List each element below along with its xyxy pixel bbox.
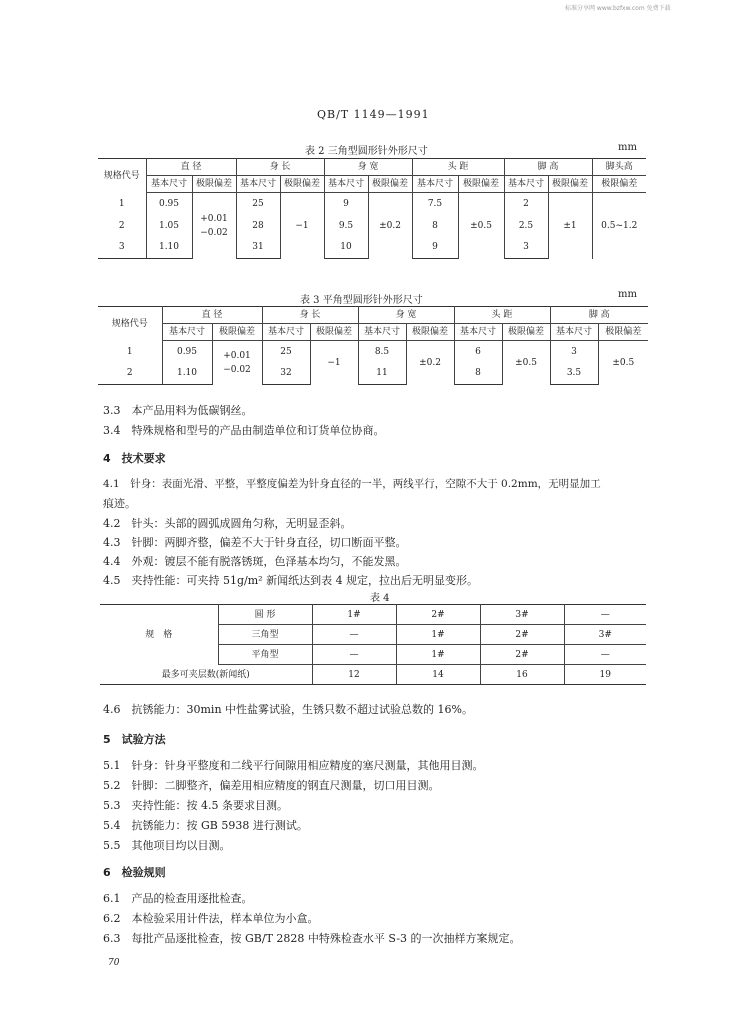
para-4-3: 4.3 针脚：两脚齐整，偏差不大于针身直径，切口断面平整。: [103, 536, 407, 549]
table4-caption: 表 4: [370, 593, 390, 604]
para-4-2: 4.2 针头：头部的圆弧成圆角匀称，无明显歪斜。: [103, 517, 352, 530]
page-header: QB/T 1149—1991: [317, 108, 430, 121]
t3-sub: 基本尺寸: [358, 324, 406, 341]
t4-cell: 14: [396, 665, 480, 685]
para-4-4: 4.4 外观：镀层不能有脱落锈斑，色泽基本均匀，不能发黑。: [103, 555, 407, 568]
t3-group: 身 长: [262, 307, 358, 324]
t2-cell: 7.5: [412, 193, 458, 215]
t3-cell: 25: [262, 341, 310, 363]
t3-cell: 1: [98, 341, 162, 363]
t2-cell: ±0.5: [458, 193, 504, 259]
para-6-3: 6.3 每批产品逐批检查，按 GB/T 2828 中特殊检查水平 S-3 的一次抽样方案规定。: [103, 932, 521, 945]
section-4-heading: 4 技术要求: [103, 452, 166, 465]
t2-cell: 9: [412, 237, 458, 259]
t2-sub: 极限偏差: [368, 176, 412, 193]
t2-cell: 0.5~1.2: [592, 193, 646, 259]
para-6-1: 6.1 产品的检查用逐批检查。: [103, 892, 253, 905]
t2-sub: 极限偏差: [280, 176, 324, 193]
t3-group: 头 距: [454, 307, 550, 324]
t2-cell: 8: [412, 215, 458, 237]
t3-cell: 2: [98, 363, 162, 385]
t4-cell: 16: [480, 665, 564, 685]
t2-cell: 9: [324, 193, 368, 215]
table4: [100, 604, 646, 685]
t4-cell: 2#: [480, 645, 564, 665]
t2-sub: 极限偏差: [458, 176, 504, 193]
t3-sub: 基本尺寸: [454, 324, 502, 341]
t3-cell: ±0.5: [598, 341, 648, 385]
t2-sub: 基本尺寸: [236, 176, 280, 193]
t3-cell: +0.01 −0.02: [212, 341, 262, 385]
t2-group: 身 宽: [324, 159, 412, 176]
section-5-heading: 5 试验方法: [103, 733, 166, 746]
t3-sub: 极限偏差: [502, 324, 550, 341]
t3-cell: −1: [310, 341, 358, 385]
t3-cell: 3.5: [550, 363, 598, 385]
t2-group: 脚 高: [504, 159, 592, 176]
t4-type: 平角型: [218, 645, 312, 665]
t4-cell: 3#: [564, 625, 646, 645]
t2-spec-head: 规格代号: [98, 159, 146, 193]
t3-cell: 32: [262, 363, 310, 385]
t2-cell: 2.5: [504, 215, 548, 237]
t3-sub: 极限偏差: [212, 324, 262, 341]
para-5-3: 5.3 夹持性能：按 4.5 条要求目测。: [103, 799, 288, 812]
table2-unit: mm: [618, 142, 637, 153]
table2: [98, 158, 646, 259]
para-5-4: 5.4 抗锈能力：按 GB 5938 进行测试。: [103, 819, 308, 832]
t2-group: 身 长: [236, 159, 324, 176]
t2-group: 头 距: [412, 159, 504, 176]
para-5-5: 5.5 其他项目均以目测。: [103, 839, 231, 852]
para-3-3: 3.3 本产品用料为低碳钢丝。: [103, 404, 253, 417]
t3-spec-head: 规格代号: [98, 307, 162, 341]
t3-cell: 6: [454, 341, 502, 363]
t2-cell: 10: [324, 237, 368, 259]
t2-cell: 2: [504, 193, 548, 215]
t4-cell: —: [312, 645, 396, 665]
table2-caption: 表 2 三角型圆形针外形尺寸: [305, 146, 428, 157]
t3-sub: 极限偏差: [406, 324, 454, 341]
t2-cell: 2: [98, 215, 146, 237]
t2-group: 脚头高: [592, 159, 646, 176]
t4-cell: 1#: [312, 605, 396, 625]
t2-cell: 31: [236, 237, 280, 259]
t2-cell: −1: [280, 193, 324, 259]
t3-cell: 1.10: [162, 363, 212, 385]
t2-sub: 极限偏差: [592, 176, 646, 193]
t3-cell: ±0.2: [406, 341, 454, 385]
t3-cell: ±0.5: [502, 341, 550, 385]
t2-cell: +0.01 −0.02: [192, 193, 236, 259]
t2-cell: 9.5: [324, 215, 368, 237]
para-3-4: 3.4 特殊规格和型号的产品由制造单位和订货单位协商。: [103, 424, 385, 437]
t4-spec: 规 格: [100, 605, 218, 665]
t4-cell: —: [564, 645, 646, 665]
t2-sub: 基本尺寸: [146, 176, 192, 193]
t3-sub: 基本尺寸: [162, 324, 212, 341]
t3-cell: 3: [550, 341, 598, 363]
t2-sub: 基本尺寸: [504, 176, 548, 193]
page-number: 70: [108, 958, 120, 968]
para-5-2: 5.2 针脚：二脚整齐，偏差用相应精度的钢直尺测量，切口用目测。: [103, 779, 440, 792]
t3-sub: 基本尺寸: [262, 324, 310, 341]
t4-cell: 2#: [480, 625, 564, 645]
t2-sub: 极限偏差: [192, 176, 236, 193]
t2-group: 直 径: [146, 159, 236, 176]
section-6-heading: 6 检验规则: [103, 866, 166, 879]
t2-cell: ±0.2: [368, 193, 412, 259]
t4-cell: 1#: [396, 645, 480, 665]
para-4-1-cont: 痕迹。: [103, 497, 136, 510]
t4-cell: 12: [312, 665, 396, 685]
t2-cell: ±1: [548, 193, 592, 259]
t3-sub: 极限偏差: [310, 324, 358, 341]
t4-cell: 3#: [480, 605, 564, 625]
t4-cell: 1#: [396, 625, 480, 645]
t3-cell: 8.5: [358, 341, 406, 363]
t2-sub: 基本尺寸: [412, 176, 458, 193]
para-4-5: 4.5 夹持性能：可夹持 51g/m² 新闻纸达到表 4 规定，拉出后无明显变形。: [103, 574, 479, 587]
t4-cell: 2#: [396, 605, 480, 625]
t4-cell: 19: [564, 665, 646, 685]
watermark: 标准分享网 www.bzfxw.com 免费下载: [565, 5, 671, 12]
t3-group: 身 宽: [358, 307, 454, 324]
t3-cell: 0.95: [162, 341, 212, 363]
para-4-6: 4.6 抗锈能力：30min 中性盐雾试验，生锈只数不超过试验总数的 16%。: [103, 703, 473, 716]
t4-cell: —: [564, 605, 646, 625]
t2-cell: 3: [504, 237, 548, 259]
t4-type: 圆 形: [218, 605, 312, 625]
t3-cell: 11: [358, 363, 406, 385]
t2-cell: 28: [236, 215, 280, 237]
t3-sub: 极限偏差: [598, 324, 648, 341]
t2-cell: 1.10: [146, 237, 192, 259]
para-5-1: 5.1 针身：针身平整度和二线平行间隙用相应精度的塞尺测量，其他用目测。: [103, 759, 484, 772]
t4-type: 三角型: [218, 625, 312, 645]
table3: [98, 306, 648, 385]
t4-cell: —: [312, 625, 396, 645]
para-4-1: 4.1 针身：表面光滑、平整，平整度偏差为针身直径的一半，两线平行，空隙不大于 0.2mm，无明显加工: [103, 478, 601, 490]
t3-sub: 基本尺寸: [550, 324, 598, 341]
t3-cell: 8: [454, 363, 502, 385]
para-6-2: 6.2 本检验采用计件法，样本单位为小盒。: [103, 912, 319, 925]
table3-caption: 表 3 平角型圆形针外形尺寸: [300, 295, 423, 306]
t2-cell: 3: [98, 237, 146, 259]
table3-unit: mm: [618, 289, 637, 300]
t3-group: 直 径: [162, 307, 262, 324]
t4-last-label: 最多可夹层数(新闻纸): [100, 665, 312, 685]
t3-group: 脚 高: [550, 307, 648, 324]
t2-cell: 0.95: [146, 193, 192, 215]
t2-sub: 基本尺寸: [324, 176, 368, 193]
t2-cell: 1: [98, 193, 146, 215]
t2-cell: 1.05: [146, 215, 192, 237]
t2-sub: 极限偏差: [548, 176, 592, 193]
t2-cell: 25: [236, 193, 280, 215]
